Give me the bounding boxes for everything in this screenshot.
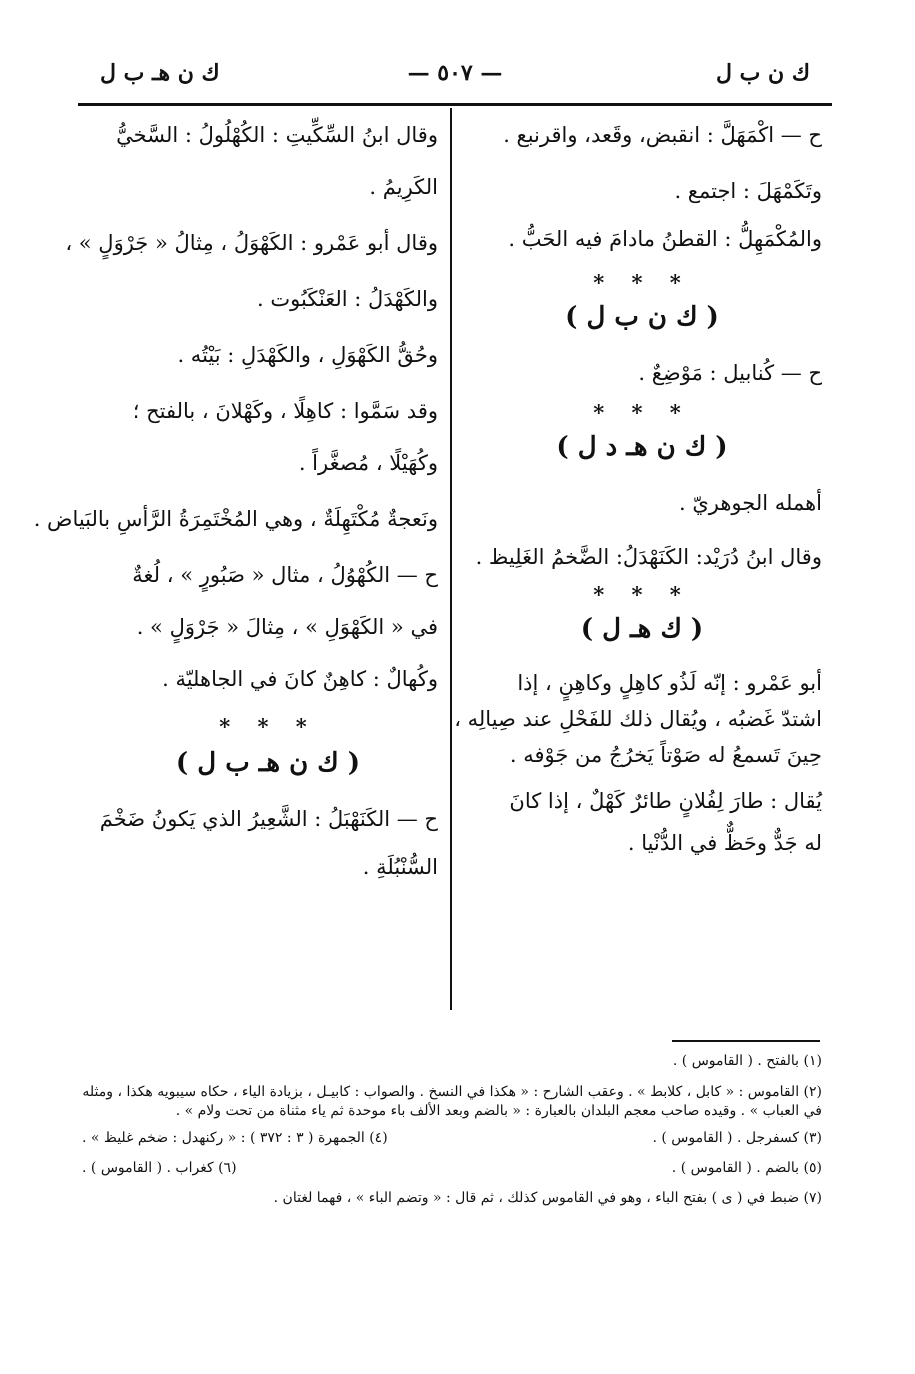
section-separator: * * *: [593, 270, 691, 295]
right-column: [454, 122, 822, 886]
header-root-left: ك ن هـ ب ل: [100, 60, 220, 86]
page-number: — ٥٠٧ —: [407, 60, 503, 86]
section-separator: * * *: [593, 582, 691, 607]
text-line: ح — اكْمَهَلَّ : انقبض، وقَعد، واقرنبع .: [503, 123, 822, 147]
text-line: الكَرِيمُ .: [369, 175, 438, 199]
text-line: السُّنْبُلَةِ .: [362, 855, 438, 879]
text-line: وقد سَمَّوا : كاهِلًا ، وكَهْلانَ ، بالفتح ؛: [132, 399, 438, 423]
header-rule: [78, 103, 832, 106]
footnote-5: (٥) بالضم . ( القاموس ) .: [671, 1160, 822, 1176]
text-line: يُقال : طارَ لِفُلانٍ طائرٌ كَهْلٌ ، إذا كانَ: [509, 789, 822, 813]
text-line: ونَعجةٌ مُكْتَهِلَةٌ ، وهي المُخْتَمِرَةُ الرَّأسِ بالبَياض .: [33, 507, 438, 531]
footnote-4: (٤) الجمهرة ( ٣ : ٣٧٢ ) : « ركنهدل : ضخم غليظ » .: [82, 1130, 388, 1146]
footnote-3: (٣) كسفرجل . ( القاموس ) .: [652, 1130, 822, 1146]
footnote-rule: [672, 1040, 820, 1042]
section-heading: ( ك هـ ل ): [580, 614, 704, 644]
text-line: اشتدّ غَضبُه ، ويُقال ذلك للفَحْلِ عند صِيالِه ،: [454, 707, 822, 731]
text-line: ح — كُنابيل : مَوْضِعٌ .: [638, 361, 822, 385]
footnote-row: [82, 1159, 822, 1189]
text-line: وكُهالٌ : كاهِنٌ كانَ في الجاهليّة .: [162, 667, 438, 691]
text-line: له جَدٌّ وحَظٌّ في الدُّنْيا .: [627, 831, 822, 855]
column-divider: [450, 108, 452, 1010]
footnote-7: (٧) ضبط في ( ى ) بفتح الباء ، وهو في القاموس كذلك ، ثم قال : « وتضم الباء » ، فهما لغتان .: [273, 1190, 822, 1206]
text-line: ح — الكُهْوُلُ ، مثال « صَبُورٍ » ، لُغةٌ: [132, 563, 438, 587]
footnote-2: (٢) القاموس : « كابل ، كلابط » . وعقب الشارح : « هكذا في النسخ . والصواب : كابيـل ، بزيادة الياء ، حكاه سيبويه هكذا ، ومثله في العباب » . وقيده صاحب معجم البلدان بالعبارة : « بالضم وبعد الألف باء موحدة ثم ياء مثناة من تحت ولام » .: [82, 1084, 822, 1119]
page-header: [80, 60, 830, 96]
section-heading: ( ك ن هـ د ل ): [556, 432, 728, 462]
text-line: وقال ابنُ السِّكِّيتِ : الكُهْلُولُ : السَّخيُّ: [116, 123, 438, 147]
text-line: وقال ابنُ دُرَيْد: الكَنَهْدَلُ: الضَّخمُ الغَلِيظ .: [475, 545, 822, 569]
header-root-right: ك ن ب ل: [716, 60, 810, 86]
text-line: أبو عَمْرو : إنّه لَذُو كاهِلٍ وكاهِنٍ ، إذا: [517, 671, 822, 695]
footnotes: [82, 1052, 822, 1210]
text-line: والمُكْمَهِلُّ : القطنُ مادامَ فيه الحَبُّ .: [508, 227, 822, 251]
text-line: وتَكَمْهَلَ : اجتمع .: [674, 179, 822, 203]
section-heading: ( ك ن هـ ب ل ): [175, 748, 361, 778]
section-separator: * * *: [219, 714, 317, 739]
text-line: حِينَ تَسمعُ له صَوْتاً يَخرُجُ من جَوْفه .: [509, 743, 822, 767]
text-line: وحُقُّ الكَهْوَلِ ، والكَهْدَلِ : بَيْتُه .: [177, 343, 438, 367]
section-heading: ( ك ن ب ل ): [565, 302, 719, 332]
text-line: في « الكَهْوَلِ » ، مِثالَ « جَرْوَلٍ » .: [136, 615, 438, 639]
footnote-1: (١) بالفتح . ( القاموس ) .: [672, 1053, 822, 1069]
left-column: [33, 122, 438, 910]
section-separator: * * *: [593, 400, 691, 425]
footnote-6: (٦) كغراب . ( القاموس ) .: [82, 1160, 237, 1176]
text-line: وكُهَيْلًا ، مُصغَّراً .: [298, 451, 438, 475]
text-line: أهمله الجوهريّ .: [678, 491, 822, 515]
text-line: وقال أبو عَمْرو : الكَهْوَلُ ، مِثالُ « جَرْوَلٍ » ،: [65, 231, 438, 255]
text-line: والكَهْدَلُ : العَنْكَبُوت .: [257, 287, 438, 311]
text-line: ح — الكَنَهْبَلُ : الشَّعِيرُ الذي يَكونُ ضَخْمَ: [99, 807, 438, 831]
footnote-row: [82, 1129, 822, 1159]
